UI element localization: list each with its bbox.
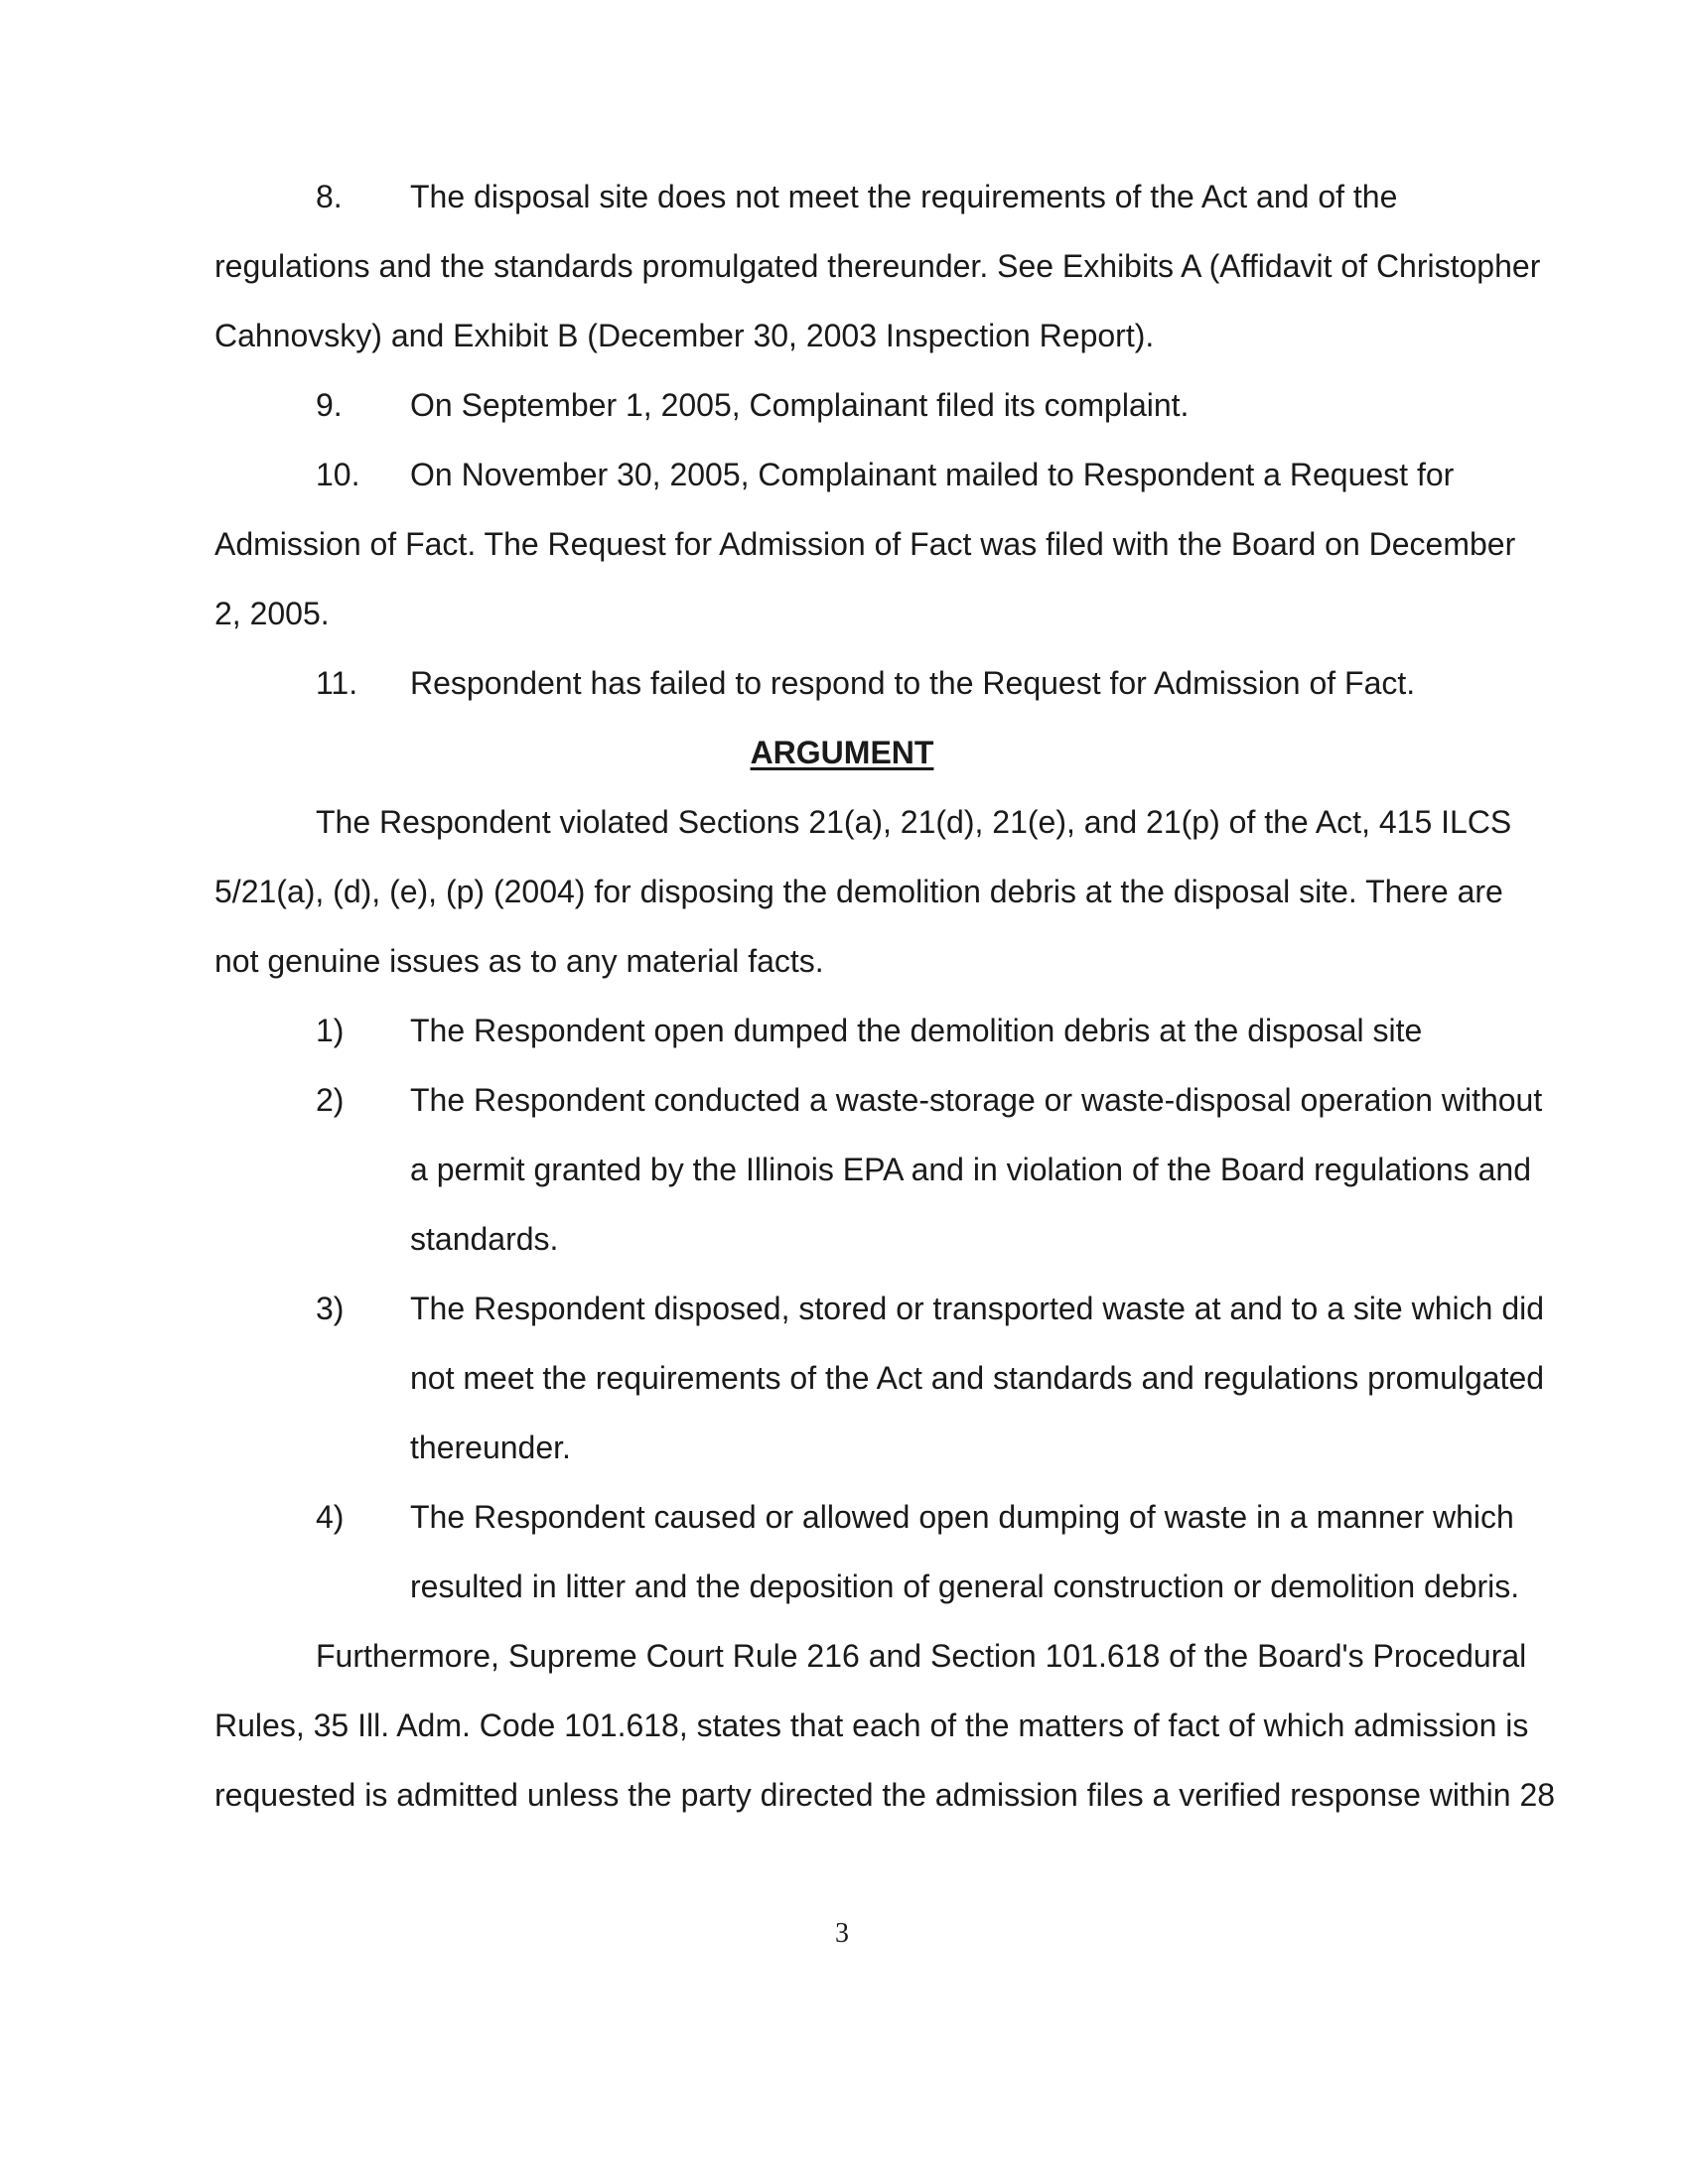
fact-text-line: Admission of Fact. The Request for Admission of Fact was filed with the Board on December bbox=[214, 526, 1516, 562]
argument-item-line: The Respondent caused or allowed open dumping of waste in a manner which bbox=[410, 1499, 1514, 1535]
argument-item-number: 3) bbox=[316, 1291, 345, 1326]
argument-item-line: The Respondent disposed, stored or transported waste at and to a site which did bbox=[410, 1291, 1545, 1326]
fact-number: 11. bbox=[316, 665, 358, 701]
argument-item-line: thereunder. bbox=[410, 1430, 571, 1465]
fact-text-line: On November 30, 2005, Complainant mailed to Respondent a Request for bbox=[410, 457, 1455, 492]
argument-item-line: The Respondent open dumped the demolition debris at the disposal site bbox=[410, 1013, 1423, 1048]
fact-number: 9. bbox=[316, 387, 343, 423]
fact-text-line: 2, 2005. bbox=[214, 596, 330, 631]
argument-item-line: a permit granted by the Illinois EPA and in violation of the Board regulations and bbox=[410, 1152, 1531, 1187]
argument-intro-line: not genuine issues as to any material facts. bbox=[214, 943, 824, 979]
argument-closing-line: requested is admitted unless the party directed the admission files a verified response within 28 bbox=[214, 1777, 1556, 1813]
page-number: 3 bbox=[835, 1918, 849, 1949]
argument-closing-line: Furthermore, Supreme Court Rule 216 and Section 101.618 of the Board's Procedural bbox=[316, 1638, 1527, 1674]
argument-closing-line: Rules, 35 Ill. Adm. Code 101.618, states that each of the matters of fact of which admission is bbox=[214, 1707, 1529, 1743]
argument-intro-line: The Respondent violated Sections 21(a), 21(d), 21(e), and 21(p) of the Act, 415 ILCS bbox=[316, 804, 1512, 840]
argument-heading: ARGUMENT bbox=[750, 735, 934, 770]
argument-item-number: 4) bbox=[316, 1499, 345, 1535]
fact-text-line: On September 1, 2005, Complainant filed its complaint. bbox=[410, 387, 1190, 423]
fact-text-line: Cahnovsky) and Exhibit B (December 30, 2003 Inspection Report). bbox=[214, 318, 1155, 353]
fact-number: 10. bbox=[316, 457, 360, 492]
argument-item-line: not meet the requirements of the Act and standards and regulations promulgated bbox=[410, 1360, 1545, 1396]
fact-number: 8. bbox=[316, 179, 343, 214]
argument-item-number: 2) bbox=[316, 1082, 345, 1118]
fact-text-line: regulations and the standards promulgated thereunder. See Exhibits A (Affidavit of Christopher bbox=[214, 248, 1541, 284]
argument-item-line: standards. bbox=[410, 1221, 559, 1257]
argument-item-line: resulted in litter and the deposition of general construction or demolition debris. bbox=[410, 1569, 1520, 1604]
argument-item-line: The Respondent conducted a waste-storage or waste-disposal operation without bbox=[410, 1082, 1543, 1118]
argument-item-number: 1) bbox=[316, 1013, 345, 1048]
argument-intro-line: 5/21(a), (d), (e), (p) (2004) for disposing the demolition debris at the disposal site. There are bbox=[214, 874, 1503, 909]
fact-text-line: Respondent has failed to respond to the Request for Admission of Fact. bbox=[410, 665, 1416, 701]
fact-text-line: The disposal site does not meet the requirements of the Act and of the bbox=[410, 179, 1398, 214]
